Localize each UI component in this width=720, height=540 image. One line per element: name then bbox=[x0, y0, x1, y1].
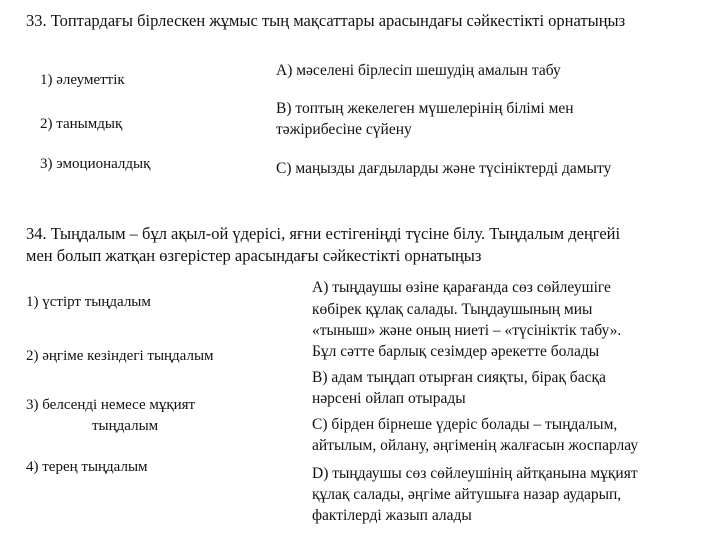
q34-right-d-line3: фактілерді жазып алады bbox=[312, 507, 472, 524]
q33-right-c: С) маңызды дағдыларды және түсініктерді дамыту bbox=[276, 160, 612, 177]
q34-left-item-1: 1) үстірт тыңдалым bbox=[26, 294, 151, 310]
q34-right-b-line1: В) адам тыңдап отырған сияқты, бірақ басқа bbox=[312, 369, 606, 386]
q34-right-c-line1: С) бірден бірнеше үдеріс болады – тыңдалым, bbox=[312, 416, 618, 433]
q33-right-b-line2: тәжірибесіне сүйену bbox=[276, 121, 412, 138]
q34-left-item-4: 4) терең тыңдалым bbox=[26, 459, 148, 475]
q34-right-a-line1: А) тыңдаушы өзіне қарағанда сөз сөйлеушіге bbox=[312, 279, 611, 296]
q34-left-item-3-line2: тыңдалым bbox=[92, 418, 159, 434]
q34-right-c-line2: айтылым, ойлану, әңгіменің жалғасын жоспарлау bbox=[312, 437, 639, 454]
q33-left-item-1: 1) әлеуметтік bbox=[40, 72, 125, 88]
q33-left-item-3: 3) эмоционалдық bbox=[40, 156, 151, 172]
q34-right-a-line2: көбірек құлақ салады. Тыңдаушының миы bbox=[312, 301, 593, 318]
q33-right-b-line1: В) топтың жекелеген мүшелерінің білімі мен bbox=[276, 100, 574, 117]
q33-title: 33. Топтардағы бірлескен жұмыс тың мақсаттары арасындағы сәйкестікті орнатыңыз bbox=[26, 11, 626, 30]
q34-left-item-3-line1: 3) белсенді немесе мұқият bbox=[26, 397, 196, 413]
q34-left-item-2: 2) әңгіме кезіндегі тыңдалым bbox=[26, 348, 214, 364]
q34-right-a-line4: Бұл сәтте барлық сезімдер әрекетте болады bbox=[312, 343, 600, 360]
q34-title-line2: мен болып жатқан өзгерістер арасындағы сәйкестікті орнатыңыз bbox=[26, 246, 482, 265]
q34-right-d-line2: құлақ салады, әңгіме айтушыға назар аударып, bbox=[312, 486, 622, 503]
q34-right-d-line1: D) тыңдаушы сөз сөйлеушінің айтқанына мұқият bbox=[312, 465, 638, 482]
q34-title-line1: 34. Тыңдалым – бұл ақыл-ой үдерісі, яғни естігеніңді түсіне білу. Тыңдалым деңгейі bbox=[26, 224, 621, 243]
q34-right-b-line2: нәрсені ойлап отырады bbox=[312, 390, 466, 407]
q33-right-a: А) мәселені бірлесіп шешудің амалын табу bbox=[276, 62, 561, 79]
q33-left-item-2: 2) танымдық bbox=[40, 116, 123, 132]
q34-right-a-line3: «тыныш» және оның ниеті – «түсініктік табу». bbox=[312, 322, 622, 339]
